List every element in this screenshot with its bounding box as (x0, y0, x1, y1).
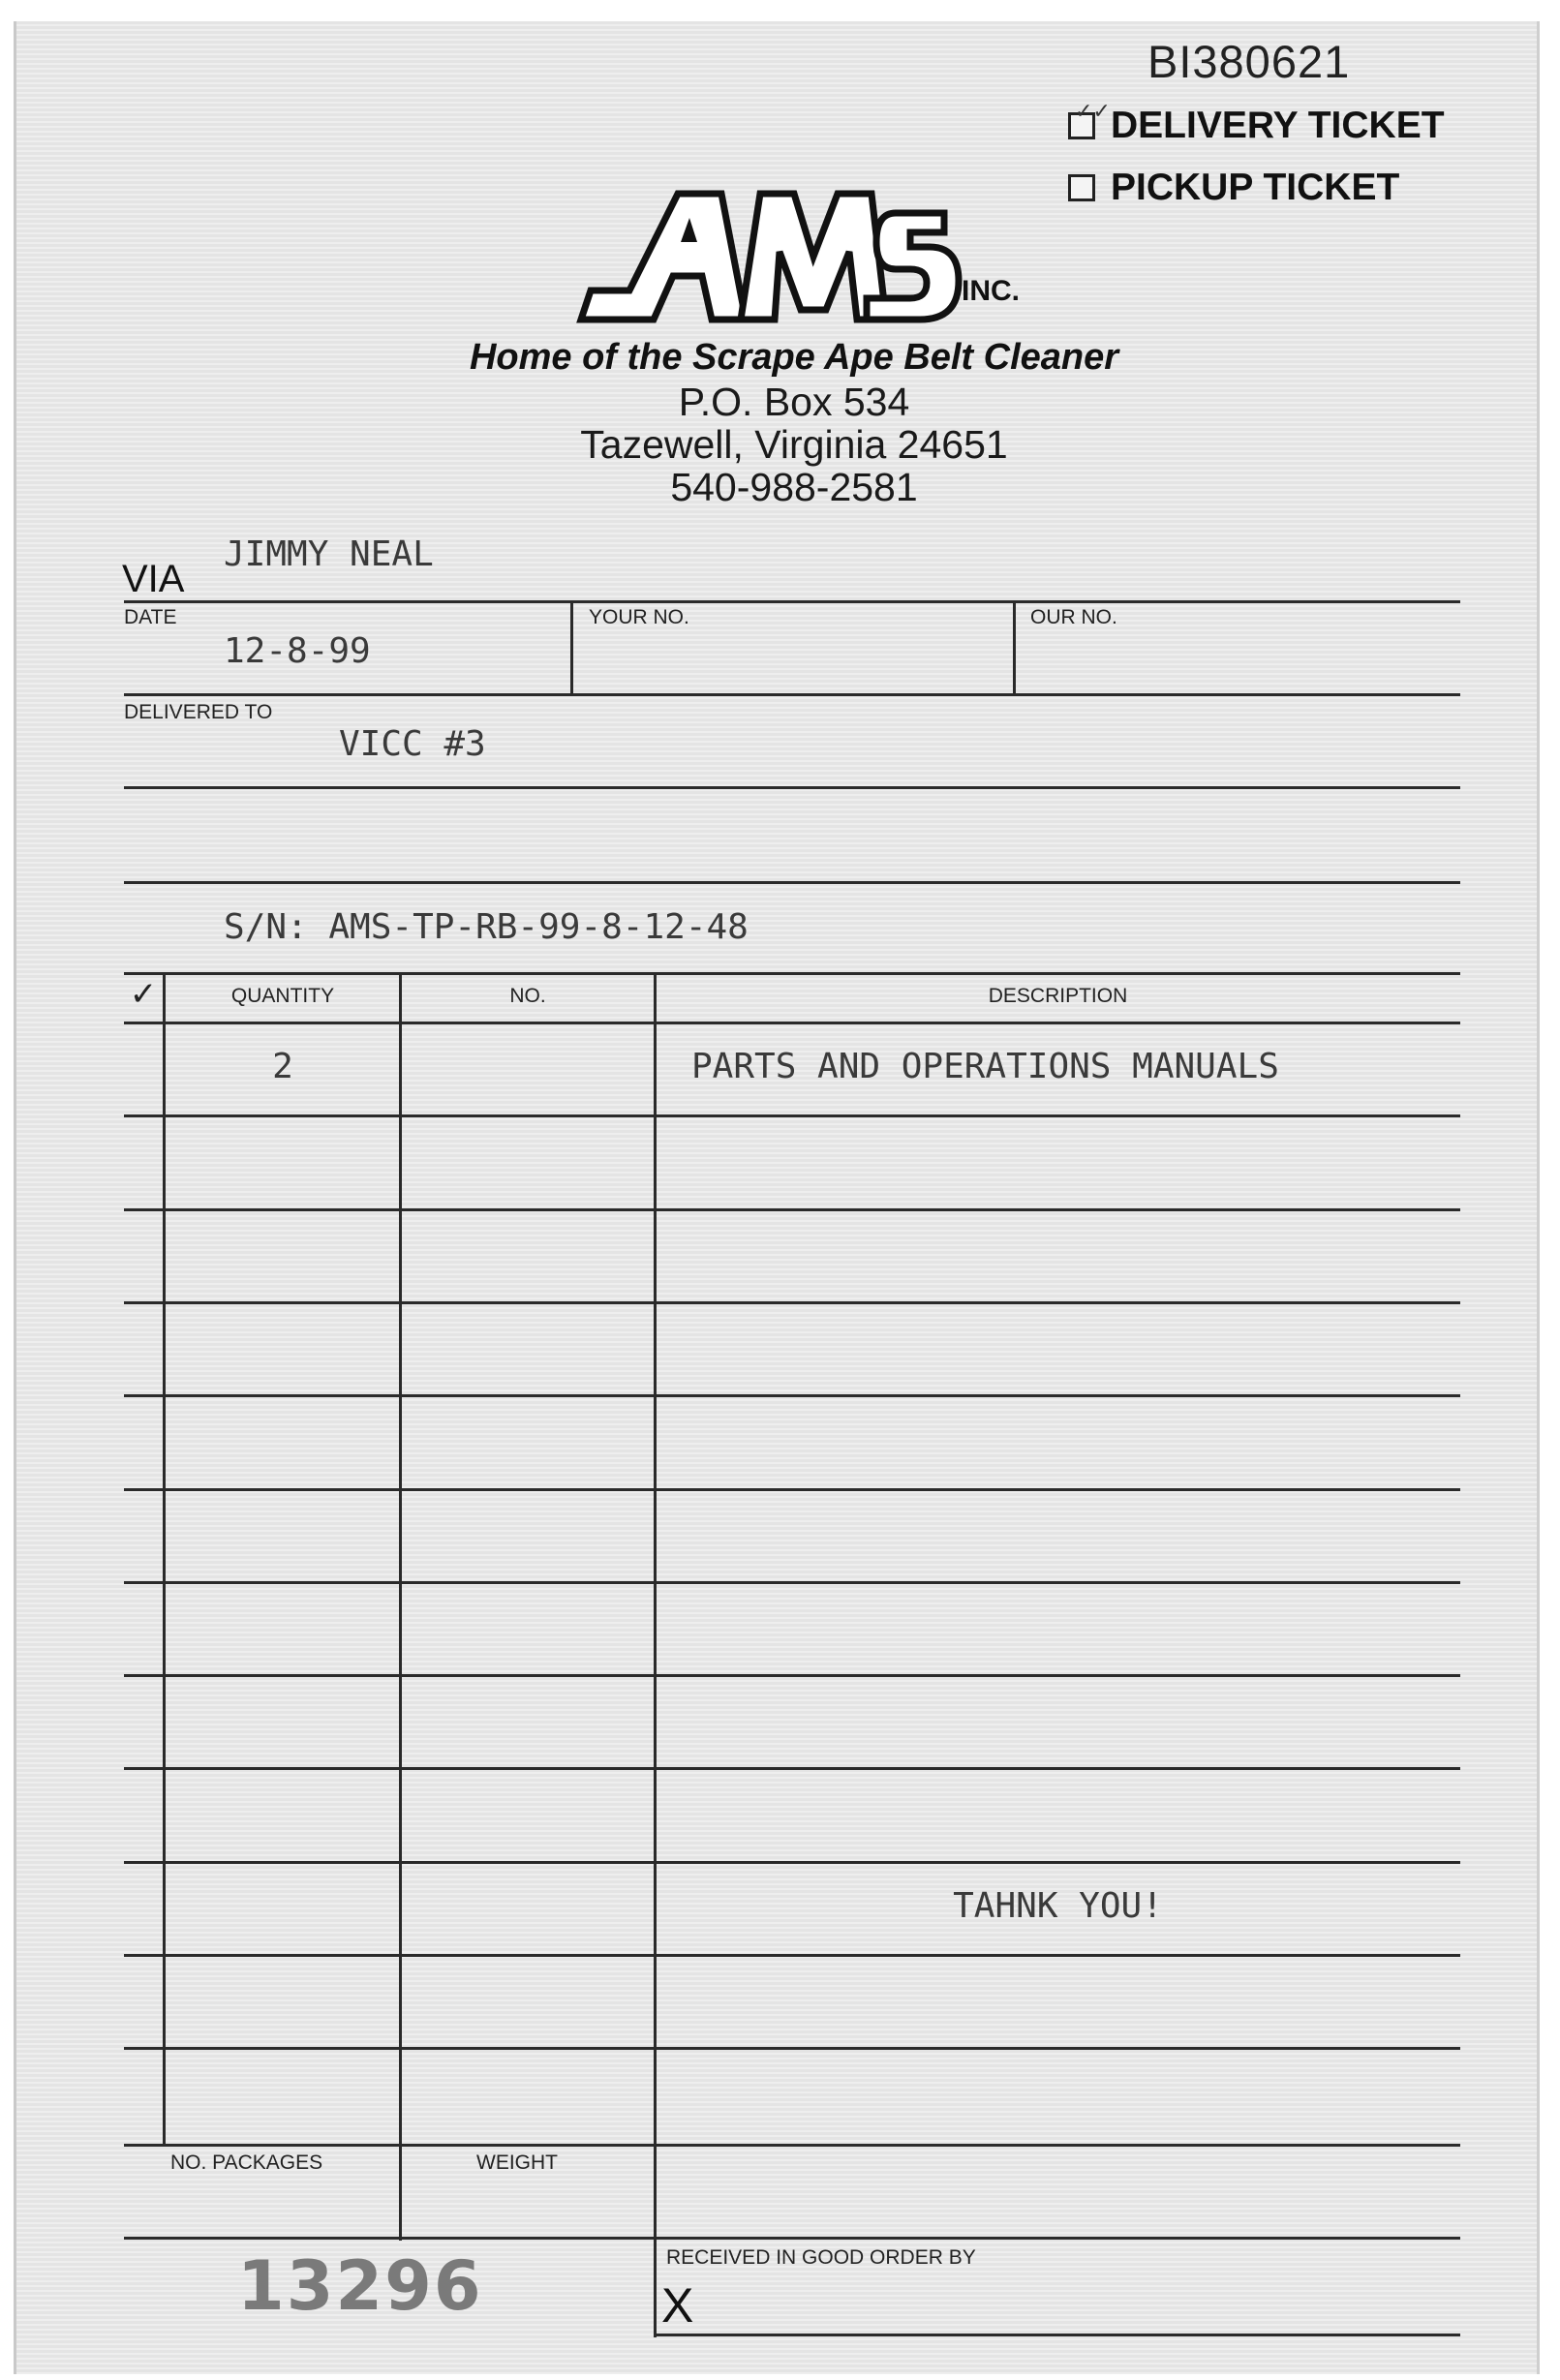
pickup-ticket-label: PICKUP TICKET (1111, 167, 1400, 208)
check-mark-icon: ✓✓ (1075, 100, 1111, 124)
your-no-label: YOUR NO. (589, 606, 689, 628)
your-no-divider (1013, 600, 1016, 693)
quantity-column-divider (399, 972, 402, 2241)
description-header: DESCRIPTION (988, 985, 1128, 1007)
date-label: DATE (124, 606, 177, 628)
table-row-rule (124, 1767, 1460, 1770)
packages-label: NO. PACKAGES (170, 2151, 323, 2174)
table-row-rule (124, 1208, 1460, 1211)
row-quantity-cell[interactable]: 2 (272, 1047, 293, 1086)
footer-mid-rule (124, 2237, 1460, 2240)
weight-label: WEIGHT (476, 2151, 558, 2174)
via-label: VIA (122, 558, 185, 600)
received-label: RECEIVED IN GOOD ORDER BY (666, 2246, 976, 2269)
check-column-divider (163, 972, 166, 2144)
company-slogan: Home of the Scrape Ape Belt Cleaner (469, 337, 1119, 378)
pickup-ticket-option[interactable] (1068, 167, 1399, 209)
via-rule (124, 600, 1460, 603)
table-row-rule (124, 1954, 1460, 1957)
date-row-rule (124, 693, 1460, 696)
date-value[interactable]: 12-8-99 (224, 631, 371, 671)
row-description-cell[interactable]: TAHNK YOU! (953, 1886, 1163, 1926)
pickup-ticket-checkbox[interactable] (1068, 174, 1095, 201)
no-header: NO. (509, 985, 546, 1007)
signature-line[interactable] (654, 2334, 1460, 2336)
row-description-cell[interactable]: PARTS AND OPERATIONS MANUALS (691, 1047, 1279, 1086)
our-no-label: OUR NO. (1030, 606, 1117, 628)
ticket-serial-number: BI380621 (1147, 36, 1351, 87)
logo-inc-text: INC. (962, 275, 1020, 307)
company-city-state: Tazewell, Virginia 24651 (580, 422, 1008, 467)
company-po-box: P.O. Box 534 (678, 380, 910, 424)
table-row-rule (124, 1488, 1460, 1491)
serial-number-line: S/N: AMS-TP-RB-99-8-12-48 (224, 907, 749, 947)
delivery-ticket-checkbox[interactable] (1068, 100, 1111, 139)
ams-logo (576, 174, 1031, 329)
table-row-rule (124, 2047, 1460, 2050)
delivered-to-value[interactable]: VICC #3 (339, 724, 486, 764)
description-column-divider (654, 972, 657, 2337)
stamped-number: 13296 (237, 2246, 483, 2326)
check-column-header-icon: ✓ (129, 975, 158, 1014)
company-phone: 540-988-2581 (670, 465, 918, 509)
table-header-rule (124, 1022, 1460, 1024)
table-row-rule (124, 1674, 1460, 1677)
table-row-rule (124, 1581, 1460, 1584)
table-row-rule (124, 1114, 1460, 1117)
via-value[interactable]: JIMMY NEAL (224, 534, 434, 574)
quantity-header: QUANTITY (230, 985, 335, 1007)
delivery-ticket-option[interactable] (1068, 100, 1445, 147)
table-row-rule (124, 1301, 1460, 1304)
address-rule (124, 881, 1460, 884)
delivered-to-rule (124, 786, 1460, 789)
signature-x-mark: X (661, 2278, 694, 2333)
table-row-rule (124, 1861, 1460, 1864)
delivered-to-label: DELIVERED TO (124, 701, 273, 723)
table-top-rule (124, 972, 1460, 975)
date-divider (570, 600, 573, 693)
table-row-rule (124, 1394, 1460, 1397)
footer-top-rule (124, 2144, 1460, 2147)
delivery-ticket-label: DELIVERY TICKET (1111, 105, 1445, 146)
